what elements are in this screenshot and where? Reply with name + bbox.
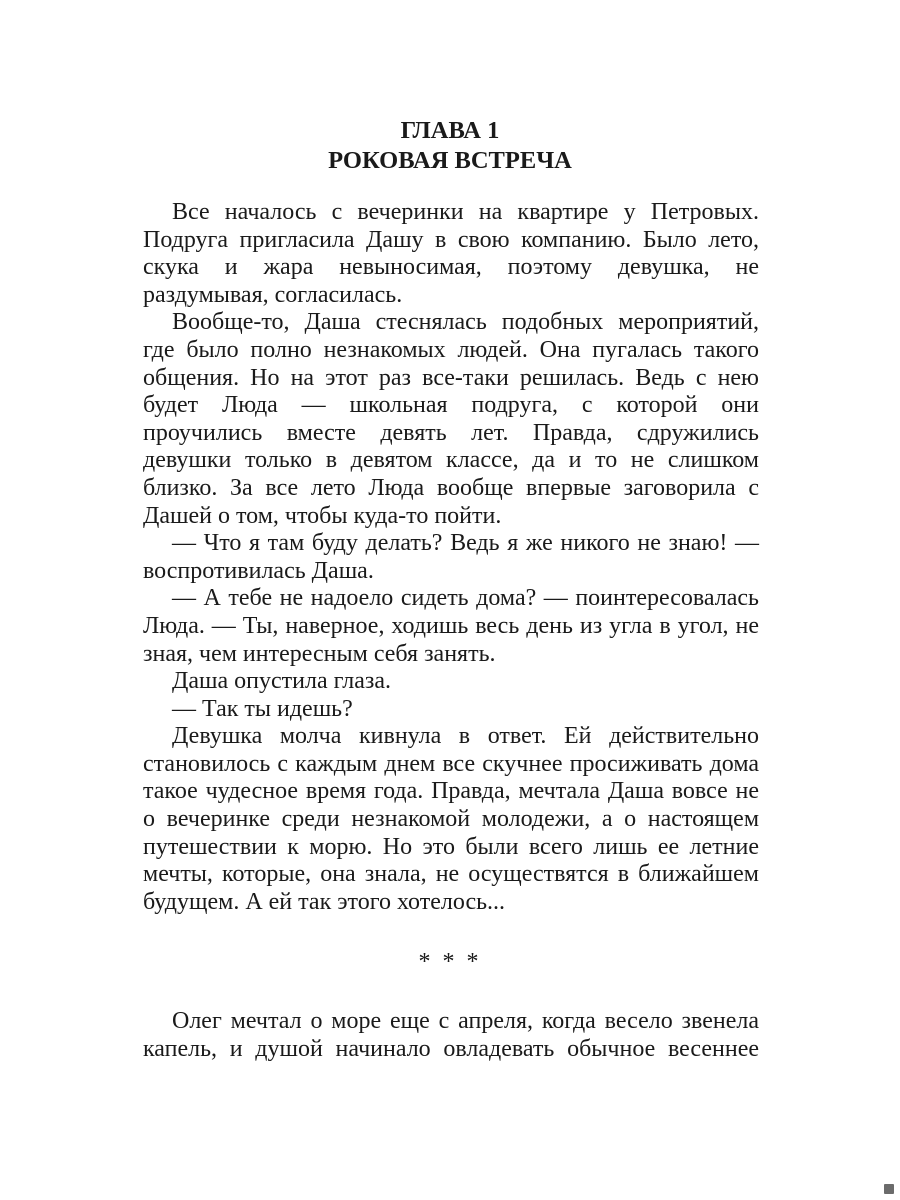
dialogue-paragraph: — А тебе не надоело сидеть дома? — поинтересовалась Люда. — Ты, наверное, ходишь весь день из угла в угол, не зная, чем интересным себя занять.: [143, 585, 759, 667]
section-2-text: [143, 1008, 759, 1063]
section-1-text: [143, 199, 759, 916]
scene-break: * * *: [418, 949, 482, 975]
dialogue-paragraph: — Что я там буду делать? Ведь я же никого не знаю! — воспротивилась Даша.: [143, 530, 759, 584]
paragraph: Вообще-то, Даша стеснялась подобных мероприятий, где было полно незнакомых людей. Она пугалась такого общения. Но на этот раз все-таки решилась. Ведь с нею будет Люда — школьная подруга, с которой они проучились вместе девять лет. Правда, сдружились девушки только в девятом классе, да и то не слишком близко. За все лето Люда вообще впервые заговорила с Дашей о том, чтобы куда-то пойти.: [143, 309, 759, 529]
scan-corner-mark: [884, 1184, 894, 1194]
dialogue-paragraph: — Так ты идешь?: [172, 695, 353, 722]
paragraph: Девушка молча кивнула в ответ. Ей действительно становилось с каждым днем все скучнее просиживать дома такое чудесное время года. Правда, мечтала Даша вовсе не о вечеринке среди незнакомой молодежи, а о настоящем путешествии к морю. Но это были всего лишь ее летние мечты, которые, она знала, не осуществятся в ближайшем будущем. А ей так этого хотелось...: [143, 723, 759, 915]
chapter-heading: [0, 116, 900, 176]
paragraph: Все началось с вечеринки на квартире у Петровых. Подруга пригласила Дашу в свою компанию. Было лето, скука и жара невыносимая, поэтому девушка, не раздумывая, согласилась.: [143, 199, 759, 308]
paragraph: Даша опустила глаза.: [172, 668, 391, 695]
chapter-number: ГЛАВА 1: [400, 117, 500, 144]
paragraph: Олег мечтал о море еще с апреля, когда весело звенела капель, и душой начинало овладевать обычное весеннее: [143, 1008, 759, 1062]
chapter-title: РОКОВАЯ ВСТРЕЧА: [328, 147, 572, 174]
